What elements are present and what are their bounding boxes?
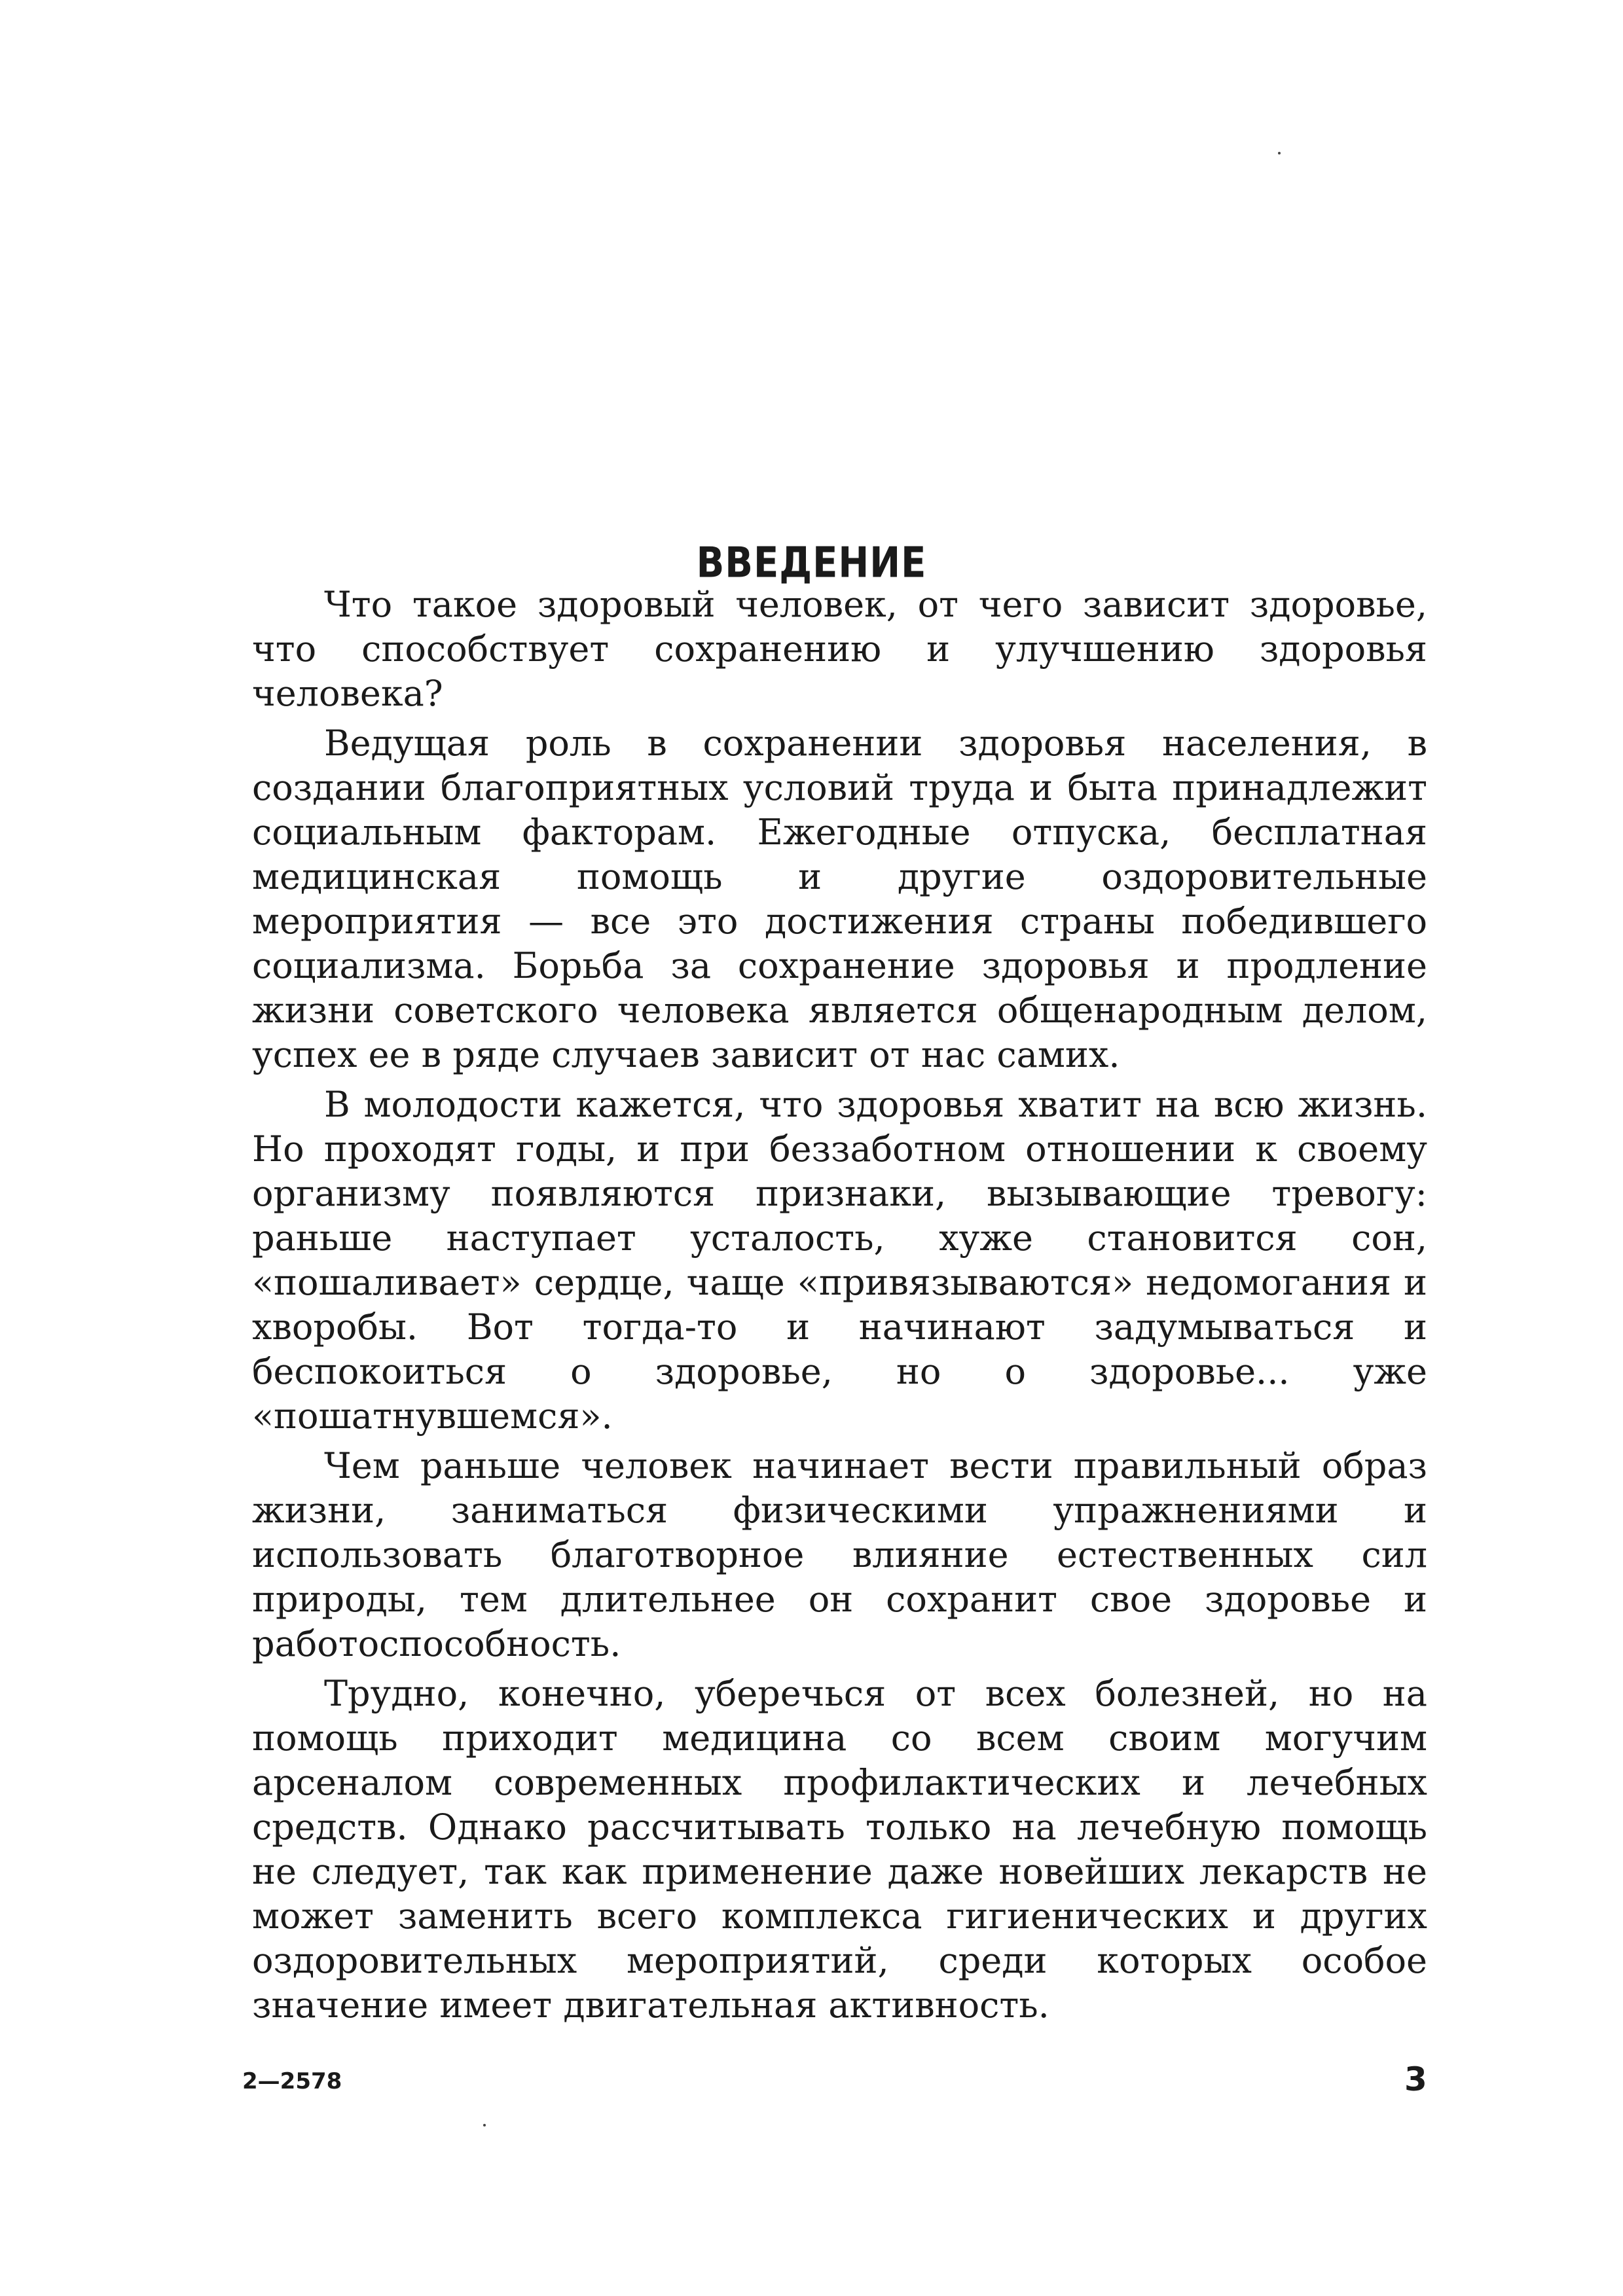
section-heading: ВВЕДЕНИЕ bbox=[696, 538, 927, 588]
paragraph: Чем раньше человек начинает вести правильный образ жизни, заниматься физическими упражнениями и использовать благотворное влияние естественных сил природы, тем длительнее он сохранит свое здоровье и работоспособность. bbox=[252, 1445, 1427, 1664]
speck-mark bbox=[483, 2124, 486, 2126]
page-footer bbox=[0, 2060, 1623, 2121]
speck-mark bbox=[1278, 152, 1281, 154]
paragraph: В молодости кажется, что здоровья хватит на всю жизнь. Но проходят годы, и при беззаботном отношении к своему организму появляются признаки, вызывающие тревогу: раньше наступает усталость, хуже становится сон, «пошаливает» сердце, чаще «привязываются» недомогания и хворобы. Вот тогда-то и начинают задумываться и беспокоиться о здоровье, но о здоровье... уже «пошатнувшемся». bbox=[252, 1084, 1427, 1437]
page-number: 3 bbox=[1404, 2060, 1427, 2098]
paragraph: Трудно, конечно, уберечься от всех болезней, но на помощь приходит медицина со всем своим могучим арсеналом современных профилактических и лечебных средств. Однако рассчитывать только на лечебную помощь не следует, так как применение даже новейших лекарств не может заменить всего комплекса гигиенических и других оздоровительных мероприятий, среди которых особое значение имеет двигательная активность. bbox=[252, 1673, 1427, 2026]
body-text bbox=[252, 583, 1427, 2028]
printer-signature: 2—2578 bbox=[242, 2068, 342, 2094]
paragraph: Что такое здоровый человек, от чего зависит здоровье, что способствует сохранению и улучшению здоровья человека? bbox=[252, 584, 1427, 714]
paragraph: Ведущая роль в сохранении здоровья населения, в создании благоприятных условий труда и быта принадлежит социальным факторам. Ежегодные отпуска, бесплатная медицинская помощь и другие оздоровительные мероприятия — все это достижения страны победившего социализма. Борьба за сохранение здоровья и продление жизни советского человека является общенародным делом, успех ее в ряде случаев зависит от нас самих. bbox=[252, 723, 1427, 1075]
